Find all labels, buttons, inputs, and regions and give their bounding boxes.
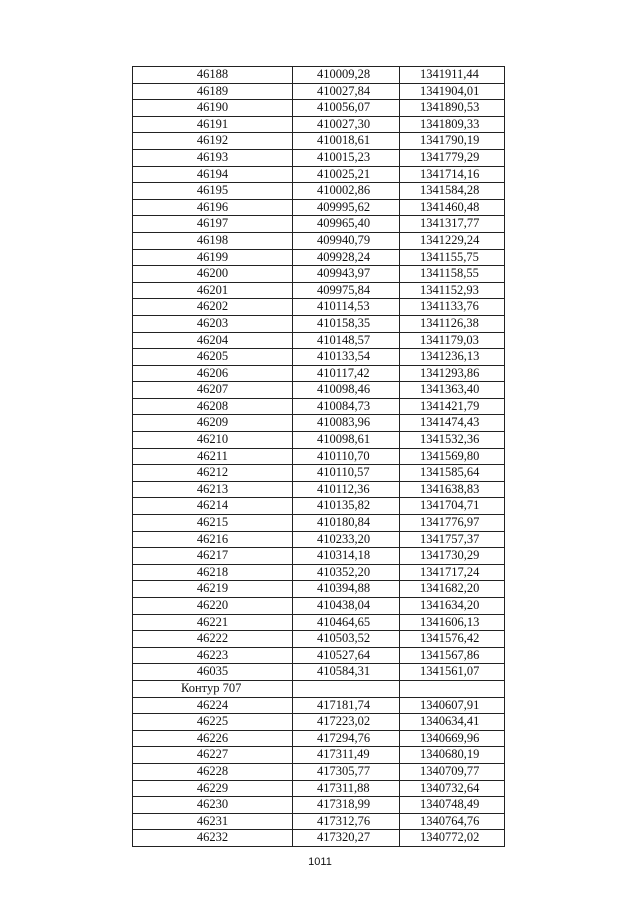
x-coordinate-cell: 417223,02 xyxy=(293,714,400,731)
page-number: 1011 xyxy=(308,856,332,868)
point-id-cell: 46219 xyxy=(133,581,293,598)
table-row xyxy=(133,398,505,415)
x-coordinate-cell: 410015,23 xyxy=(293,149,400,166)
table-row xyxy=(133,349,505,366)
point-id-cell: 46194 xyxy=(133,166,293,183)
x-coordinate-cell: 409995,62 xyxy=(293,199,400,216)
y-coordinate-cell: 1341790,19 xyxy=(400,133,505,150)
table-row xyxy=(133,299,505,316)
table-row xyxy=(133,747,505,764)
table-row xyxy=(133,448,505,465)
y-coordinate-cell: 1340669,96 xyxy=(400,730,505,747)
table-row xyxy=(133,282,505,299)
point-id-cell: 46203 xyxy=(133,315,293,332)
point-id-cell: 46197 xyxy=(133,216,293,233)
table-row xyxy=(133,714,505,731)
point-id-cell: 46191 xyxy=(133,116,293,133)
y-coordinate-cell: 1341561,07 xyxy=(400,664,505,681)
table-row xyxy=(133,415,505,432)
y-coordinate-cell: 1341890,53 xyxy=(400,100,505,117)
point-id-cell: 46193 xyxy=(133,149,293,166)
y-coordinate-cell: 1341179,03 xyxy=(400,332,505,349)
x-coordinate-cell: 417294,76 xyxy=(293,730,400,747)
table-row xyxy=(133,332,505,349)
y-coordinate-cell: 1341293,86 xyxy=(400,365,505,382)
table-row xyxy=(133,598,505,615)
y-coordinate-cell: 1341779,29 xyxy=(400,149,505,166)
point-id-cell: 46216 xyxy=(133,531,293,548)
x-coordinate-cell: 410438,04 xyxy=(293,598,400,615)
y-coordinate-cell: 1341569,80 xyxy=(400,448,505,465)
point-id-cell: 46212 xyxy=(133,465,293,482)
y-coordinate-cell: 1341704,71 xyxy=(400,498,505,515)
x-coordinate-cell: 410133,54 xyxy=(293,349,400,366)
x-coordinate-cell: 410503,52 xyxy=(293,631,400,648)
y-coordinate-cell: 1341776,97 xyxy=(400,515,505,532)
x-coordinate-cell: 409975,84 xyxy=(293,282,400,299)
y-coordinate-cell: 1340607,91 xyxy=(400,697,505,714)
y-coordinate-cell: 1341576,42 xyxy=(400,631,505,648)
table-row xyxy=(133,67,505,84)
y-coordinate-cell: 1341717,24 xyxy=(400,564,505,581)
y-coordinate-cell: 1341532,36 xyxy=(400,432,505,449)
table-row xyxy=(133,797,505,814)
y-coordinate-cell: 1340772,02 xyxy=(400,830,505,847)
point-id-cell: 46231 xyxy=(133,813,293,830)
point-id-cell: 46213 xyxy=(133,481,293,498)
point-id-cell: 46232 xyxy=(133,830,293,847)
table-row xyxy=(133,531,505,548)
point-id-cell: 46195 xyxy=(133,183,293,200)
y-coordinate-cell: 1341236,13 xyxy=(400,349,505,366)
x-coordinate-cell: 417320,27 xyxy=(293,830,400,847)
y-coordinate-cell: 1340764,76 xyxy=(400,813,505,830)
table-row xyxy=(133,647,505,664)
point-id-cell: 46035 xyxy=(133,664,293,681)
y-coordinate-cell: 1341133,76 xyxy=(400,299,505,316)
x-coordinate-cell: 417181,74 xyxy=(293,697,400,714)
x-coordinate-cell: 409928,24 xyxy=(293,249,400,266)
table-row xyxy=(133,266,505,283)
y-coordinate-cell: 1341155,75 xyxy=(400,249,505,266)
point-id-cell: 46225 xyxy=(133,714,293,731)
y-coordinate-cell: 1341682,20 xyxy=(400,581,505,598)
table-row xyxy=(133,515,505,532)
table-row xyxy=(133,780,505,797)
x-coordinate-cell: 410314,18 xyxy=(293,548,400,565)
point-id-cell: 46217 xyxy=(133,548,293,565)
point-id-cell: 46189 xyxy=(133,83,293,100)
table-row xyxy=(133,365,505,382)
table-row xyxy=(133,813,505,830)
point-id-cell: 46204 xyxy=(133,332,293,349)
table-row xyxy=(133,149,505,166)
y-coordinate-cell: 1341474,43 xyxy=(400,415,505,432)
table-row xyxy=(133,697,505,714)
point-id-cell: 46207 xyxy=(133,382,293,399)
y-coordinate-cell: 1341730,29 xyxy=(400,548,505,565)
y-coordinate-cell: 1340709,77 xyxy=(400,763,505,780)
table-row xyxy=(133,631,505,648)
table-row xyxy=(133,763,505,780)
table-row xyxy=(133,83,505,100)
y-coordinate-cell: 1341567,86 xyxy=(400,647,505,664)
y-coordinate-cell: 1341421,79 xyxy=(400,398,505,415)
empty-cell xyxy=(400,680,505,697)
x-coordinate-cell: 410018,61 xyxy=(293,133,400,150)
coordinates-table-body xyxy=(133,67,505,847)
y-coordinate-cell: 1341585,64 xyxy=(400,465,505,482)
point-id-cell: 46229 xyxy=(133,780,293,797)
x-coordinate-cell: 417318,99 xyxy=(293,797,400,814)
x-coordinate-cell: 410117,42 xyxy=(293,365,400,382)
x-coordinate-cell: 410112,36 xyxy=(293,481,400,498)
x-coordinate-cell: 410148,57 xyxy=(293,332,400,349)
table-row xyxy=(133,183,505,200)
table-row xyxy=(133,730,505,747)
x-coordinate-cell: 410158,35 xyxy=(293,315,400,332)
y-coordinate-cell: 1341911,44 xyxy=(400,67,505,84)
point-id-cell: 46230 xyxy=(133,797,293,814)
point-id-cell: 46227 xyxy=(133,747,293,764)
y-coordinate-cell: 1340680,19 xyxy=(400,747,505,764)
y-coordinate-cell: 1341126,38 xyxy=(400,315,505,332)
y-coordinate-cell: 1341584,28 xyxy=(400,183,505,200)
table-row xyxy=(133,166,505,183)
y-coordinate-cell: 1341757,37 xyxy=(400,531,505,548)
point-id-cell: 46202 xyxy=(133,299,293,316)
point-id-cell: 46192 xyxy=(133,133,293,150)
point-id-cell: 46223 xyxy=(133,647,293,664)
table-row xyxy=(133,564,505,581)
y-coordinate-cell: 1341904,01 xyxy=(400,83,505,100)
x-coordinate-cell: 410027,84 xyxy=(293,83,400,100)
y-coordinate-cell: 1341460,48 xyxy=(400,199,505,216)
table-row xyxy=(133,216,505,233)
y-coordinate-cell: 1340732,64 xyxy=(400,780,505,797)
point-id-cell: 46200 xyxy=(133,266,293,283)
x-coordinate-cell: 410527,64 xyxy=(293,647,400,664)
x-coordinate-cell: 410584,31 xyxy=(293,664,400,681)
coordinates-table xyxy=(132,66,505,847)
x-coordinate-cell: 410009,28 xyxy=(293,67,400,84)
table-row xyxy=(133,581,505,598)
table-row xyxy=(133,133,505,150)
table-row xyxy=(133,315,505,332)
point-id-cell: 46198 xyxy=(133,232,293,249)
x-coordinate-cell: 410180,84 xyxy=(293,515,400,532)
y-coordinate-cell: 1341809,33 xyxy=(400,116,505,133)
x-coordinate-cell: 410233,20 xyxy=(293,531,400,548)
y-coordinate-cell: 1341152,93 xyxy=(400,282,505,299)
x-coordinate-cell: 410352,20 xyxy=(293,564,400,581)
x-coordinate-cell: 410084,73 xyxy=(293,398,400,415)
table-row xyxy=(133,465,505,482)
y-coordinate-cell: 1341229,24 xyxy=(400,232,505,249)
x-coordinate-cell: 410083,96 xyxy=(293,415,400,432)
x-coordinate-cell: 410098,46 xyxy=(293,382,400,399)
empty-cell xyxy=(293,680,400,697)
x-coordinate-cell: 417305,77 xyxy=(293,763,400,780)
point-id-cell: 46228 xyxy=(133,763,293,780)
x-coordinate-cell: 417311,88 xyxy=(293,780,400,797)
table-row xyxy=(133,249,505,266)
point-id-cell: 46199 xyxy=(133,249,293,266)
x-coordinate-cell: 409965,40 xyxy=(293,216,400,233)
y-coordinate-cell: 1340634,41 xyxy=(400,714,505,731)
point-id-cell: 46214 xyxy=(133,498,293,515)
y-coordinate-cell: 1340748,49 xyxy=(400,797,505,814)
table-row xyxy=(133,664,505,681)
x-coordinate-cell: 410002,86 xyxy=(293,183,400,200)
point-id-cell: 46201 xyxy=(133,282,293,299)
table-row xyxy=(133,382,505,399)
x-coordinate-cell: 410025,21 xyxy=(293,166,400,183)
point-id-cell: 46206 xyxy=(133,365,293,382)
x-coordinate-cell: 410135,82 xyxy=(293,498,400,515)
y-coordinate-cell: 1341363,40 xyxy=(400,382,505,399)
y-coordinate-cell: 1341606,13 xyxy=(400,614,505,631)
table-row xyxy=(133,432,505,449)
x-coordinate-cell: 410114,53 xyxy=(293,299,400,316)
point-id-cell: 46215 xyxy=(133,515,293,532)
point-id-cell: 46208 xyxy=(133,398,293,415)
contour-label: Контур 707 xyxy=(133,680,293,697)
x-coordinate-cell: 409943,97 xyxy=(293,266,400,283)
x-coordinate-cell: 410098,61 xyxy=(293,432,400,449)
y-coordinate-cell: 1341638,83 xyxy=(400,481,505,498)
table-row xyxy=(133,614,505,631)
point-id-cell: 46224 xyxy=(133,697,293,714)
table-row xyxy=(133,548,505,565)
point-id-cell: 46205 xyxy=(133,349,293,366)
x-coordinate-cell: 410027,30 xyxy=(293,116,400,133)
x-coordinate-cell: 410464,65 xyxy=(293,614,400,631)
table-row xyxy=(133,481,505,498)
point-id-cell: 46188 xyxy=(133,67,293,84)
x-coordinate-cell: 410110,57 xyxy=(293,465,400,482)
y-coordinate-cell: 1341158,55 xyxy=(400,266,505,283)
table-row xyxy=(133,232,505,249)
y-coordinate-cell: 1341634,20 xyxy=(400,598,505,615)
x-coordinate-cell: 417311,49 xyxy=(293,747,400,764)
y-coordinate-cell: 1341317,77 xyxy=(400,216,505,233)
point-id-cell: 46196 xyxy=(133,199,293,216)
table-row xyxy=(133,199,505,216)
table-row xyxy=(133,100,505,117)
x-coordinate-cell: 410056,07 xyxy=(293,100,400,117)
x-coordinate-cell: 409940,79 xyxy=(293,232,400,249)
contour-header-row xyxy=(133,680,505,697)
x-coordinate-cell: 417312,76 xyxy=(293,813,400,830)
point-id-cell: 46190 xyxy=(133,100,293,117)
point-id-cell: 46211 xyxy=(133,448,293,465)
point-id-cell: 46221 xyxy=(133,614,293,631)
point-id-cell: 46210 xyxy=(133,432,293,449)
point-id-cell: 46209 xyxy=(133,415,293,432)
table-row xyxy=(133,116,505,133)
point-id-cell: 46220 xyxy=(133,598,293,615)
table-row xyxy=(133,498,505,515)
point-id-cell: 46226 xyxy=(133,730,293,747)
point-id-cell: 46222 xyxy=(133,631,293,648)
y-coordinate-cell: 1341714,16 xyxy=(400,166,505,183)
x-coordinate-cell: 410110,70 xyxy=(293,448,400,465)
point-id-cell: 46218 xyxy=(133,564,293,581)
x-coordinate-cell: 410394,88 xyxy=(293,581,400,598)
table-row xyxy=(133,830,505,847)
